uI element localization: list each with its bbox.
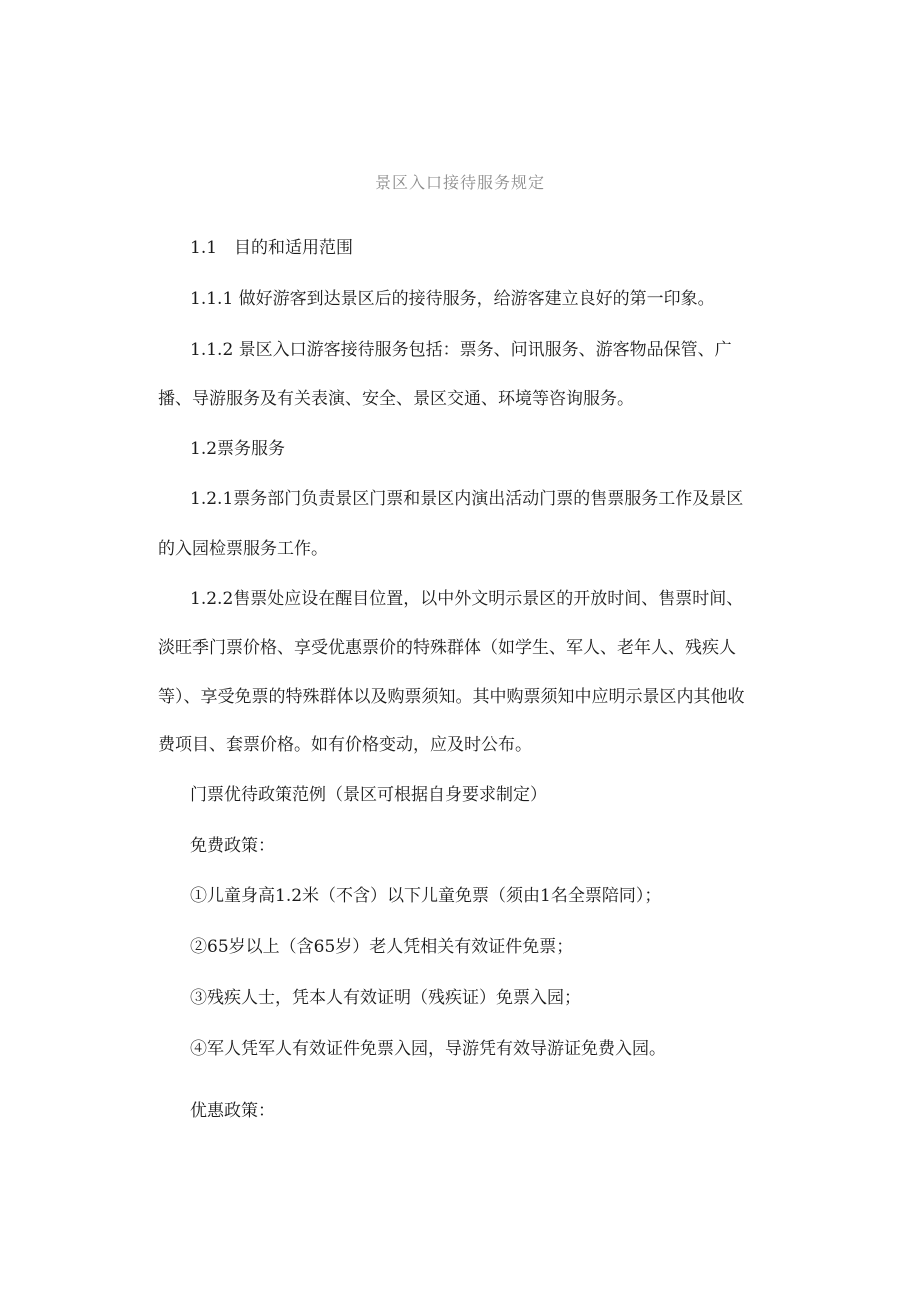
free-policy-item-2: ②65岁以上（含65岁）老人凭相关有效证件免票；	[190, 937, 574, 957]
paragraph-1-2-2-line1: 1.2.2售票处应设在醒目位置，以中外文明示景区的开放时间、售票时间、	[190, 589, 744, 609]
paragraph-1-1-2-line1: 1.1.2 景区入口游客接待服务包括：票务、问讯服务、游客物品保管、广	[190, 340, 732, 360]
paragraph-1-1-2-line2: 播、导游服务及有关表演、安全、景区交通、环境等咨询服务。	[158, 389, 634, 409]
free-policy-item-4: ④军人凭军人有效证件免票入园，导游凭有效导游证免费入园。	[190, 1039, 666, 1059]
free-policy-heading: 免费政策：	[190, 836, 275, 856]
paragraph-1-2-2-line4: 费项目、套票价格。如有价格变动，应及时公布。	[158, 735, 532, 755]
document-title: 景区入口接待服务规定	[374, 173, 545, 192]
free-policy-item-1: ①儿童身高1.2米（不含）以下儿童免票（须由1名全票陪同）；	[190, 886, 662, 906]
discount-policy-heading: 优惠政策：	[190, 1101, 275, 1121]
ticket-policy-heading: 门票优待政策范例（景区可根据自身要求制定）	[190, 785, 547, 805]
heading-1-2: 1.2票务服务	[190, 439, 286, 459]
free-policy-item-3: ③残疾人士，凭本人有效证明（残疾证）免票入园；	[190, 988, 581, 1008]
heading-1-1: 1.1 目的和适用范围	[190, 238, 354, 258]
paragraph-1-2-1-line2: 的入园检票服务工作。	[158, 539, 328, 559]
paragraph-1-2-2-line3: 等）、享受免票的特殊群体以及购票须知。其中购票须知中应明示景区内其他收	[158, 687, 745, 707]
paragraph-1-2-2-line2: 淡旺季门票价格、享受优惠票价的特殊群体（如学生、军人、老年人、残疾人	[158, 638, 736, 658]
paragraph-1-2-1-line1: 1.2.1票务部门负责景区门票和景区内演出活动门票的售票服务工作及景区	[190, 489, 744, 509]
paragraph-1-1-1: 1.1.1 做好游客到达景区后的接待服务，给游客建立良好的第一印象。	[190, 289, 715, 309]
